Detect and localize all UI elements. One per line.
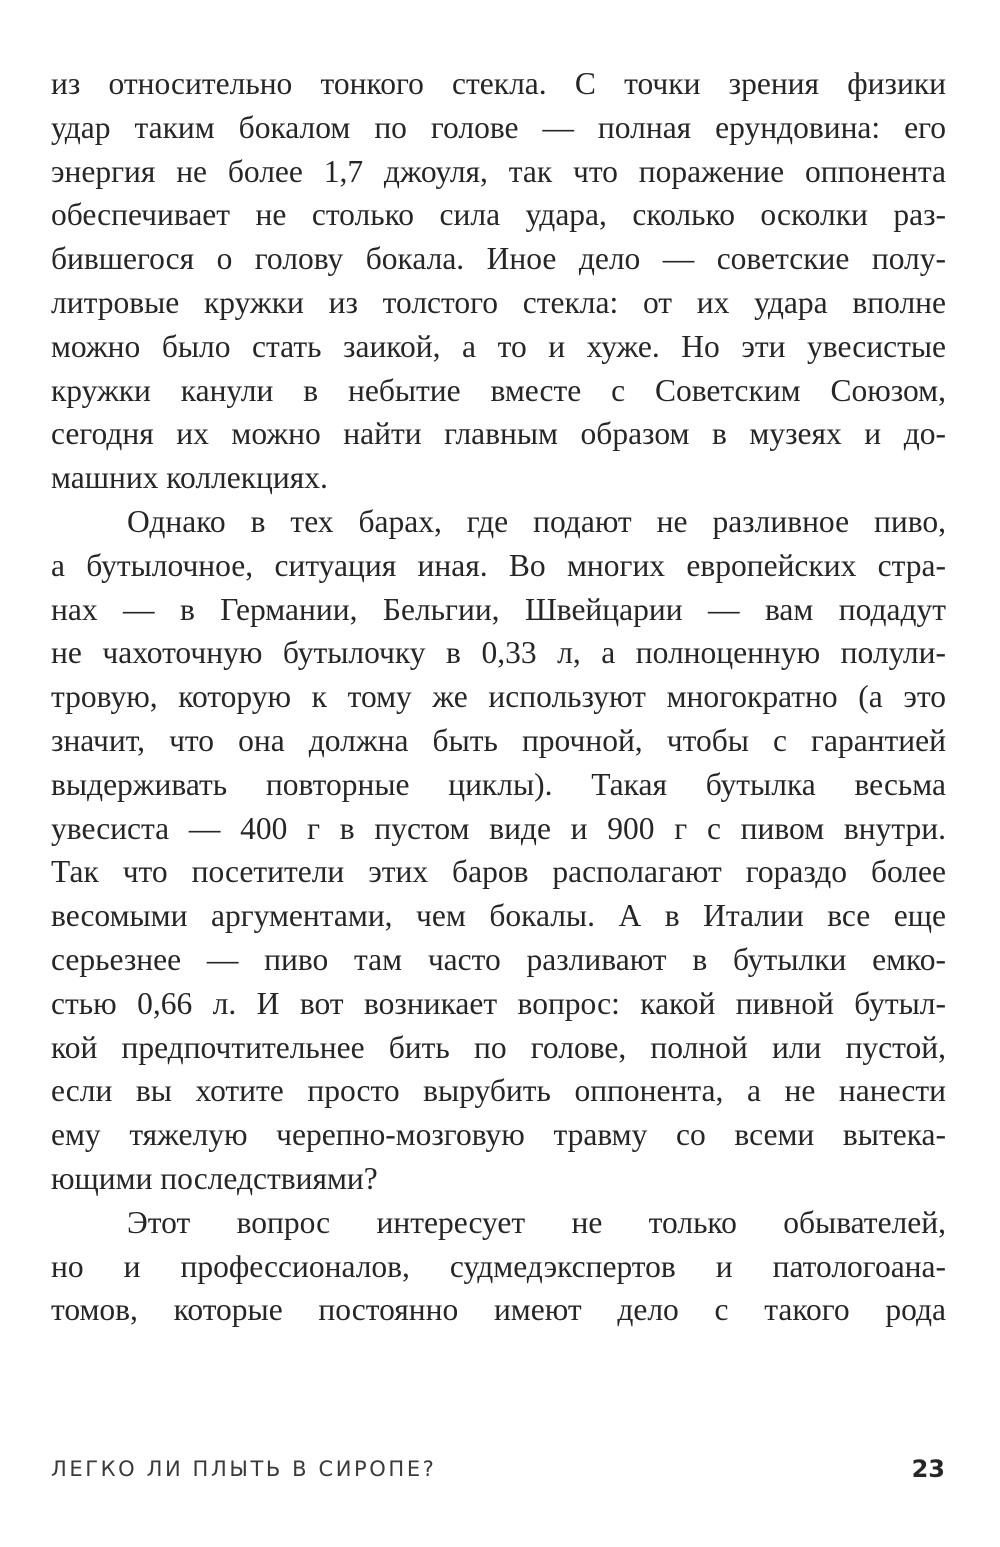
body-text <box>51 62 946 1332</box>
text-line: значит, что она должна быть прочной, чтобы с гарантией <box>51 722 946 758</box>
text-line: но и профессионалов, судмедэкспертов и патологоана- <box>51 1248 946 1284</box>
text-line: если вы хотите просто вырубить оппонента, а не нанести <box>51 1073 946 1109</box>
text-line: обеспечивает не столько сила удара, сколько осколки раз- <box>51 197 946 233</box>
text-line: не чахоточную бутылочку в 0,33 л, а полноценную полули- <box>51 635 946 671</box>
text-line: нах — в Германии, Бельгии, Швейцарии — вам подадут <box>51 591 946 627</box>
text-line: удар таким бокалом по голове — полная ерундовина: его <box>51 109 946 145</box>
text-line: а бутылочное, ситуация иная. Во многих европейских стра- <box>51 547 946 583</box>
text-line: ющими последствиями? <box>51 1160 378 1196</box>
text-line: из относительно тонкого стекла. С точки зрения физики <box>51 66 946 101</box>
text-line: тровую, которую к тому же используют многократно (а это <box>51 679 946 715</box>
text-line: ему тяжелую черепно-мозговую травму со всеми вытека- <box>51 1117 946 1153</box>
text-line: увесиста — 400 г в пустом виде и 900 г с пивом внутри. <box>51 810 946 846</box>
text-line: томов, которые постоянно имеют дело с такого рода <box>51 1292 946 1328</box>
running-title: ЛЕГКО ЛИ ПЛЫТЬ В СИРОПЕ? <box>51 1457 437 1481</box>
text-line: сегодня их можно найти главным образом в музеях и до- <box>51 416 946 452</box>
paragraph-first-line: Однако в тех барах, где подают не разливное пиво, <box>127 503 946 539</box>
text-line: стью 0,66 л. И вот возникает вопрос: какой пивной бутыл- <box>51 985 946 1021</box>
text-line: выдерживать повторные циклы). Такая бутылка весьма <box>51 766 946 802</box>
text-line: серьезнее — пиво там часто разливают в бутылки емко- <box>51 941 946 977</box>
text-line: бившегося о голову бокала. Иное дело — советские полу- <box>51 241 946 277</box>
text-line: литровые кружки из толстого стекла: от их удара вполне <box>51 284 946 320</box>
text-line: энергия не более 1,7 джоуля, так что поражение оппонента <box>51 153 946 189</box>
text-line: весомыми аргументами, чем бокалы. А в Италии все еще <box>51 898 946 934</box>
text-line: кой предпочтительнее бить по голове, полной или пустой, <box>51 1029 946 1065</box>
text-line: машних коллекциях. <box>51 460 328 496</box>
text-line: кружки канули в небытие вместе с Советским Союзом, <box>51 372 946 408</box>
text-line: Так что посетители этих баров располагают гораздо более <box>51 854 946 890</box>
page-number: 23 <box>911 1455 945 1483</box>
paragraph-first-line: Этот вопрос интересует не только обывателей, <box>127 1204 946 1240</box>
text-line: можно было стать заикой, а то и хуже. Но эти увесистые <box>51 328 946 364</box>
